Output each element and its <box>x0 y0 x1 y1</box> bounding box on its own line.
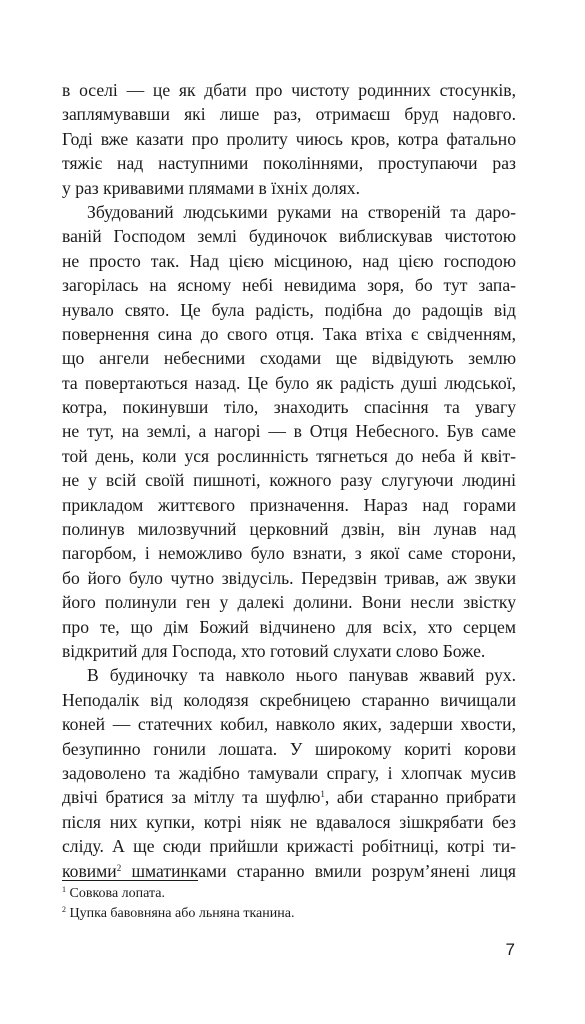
paragraph-2 <box>62 200 516 663</box>
footnote-2 <box>62 904 516 924</box>
text-line: коней — статечних кобил, навколо яких, задерши хвости, <box>62 714 516 735</box>
text-line: В будиночку та навколо нього панував жвавий рух. <box>87 665 516 686</box>
text-line: котра, покинувши тіло, знаходить спасіння та увагу <box>62 397 516 418</box>
text-line: полинув милозвучний церковний дзвін, він лунав над <box>62 519 516 540</box>
text-segment: ковими <box>62 860 117 881</box>
footnote-text: Цупка бавовняна або льняна тканина. <box>66 906 295 921</box>
text-line: безупинно гонили лошата. У широкому кориті корови <box>62 738 516 759</box>
text-line: що ангели небесними сходами ще відвідують землю <box>62 348 516 369</box>
text-line: про те, що дім Божий відчинено для всіх, хто серцем <box>62 616 516 637</box>
text-line: не у всій своїй пишноті, кожного разу слугуючи людині <box>62 470 516 491</box>
text-line: Неподалік від колодязя скребницею старанно вичищали <box>62 689 516 710</box>
paragraph-3 <box>62 663 516 883</box>
text-segment: двічі братися за мітлу та шуфлю <box>62 787 321 808</box>
footnote-mark: 2 <box>62 905 66 914</box>
text-segment: , аби старанно прибрати <box>324 787 516 808</box>
text-line: заплямувавши які лише раз, отримаєш бруд надовго. <box>62 104 516 125</box>
text-line: тяжіє над наступними поколіннями, проступаючи раз <box>62 153 516 174</box>
text-line: сліду. А ще сюди прийшли крижасті робітниці, котрі ти- <box>62 836 516 857</box>
text-line: прикладом життєвого призначення. Нараз над горами <box>62 494 516 515</box>
footnote-reference: 1 <box>320 789 325 800</box>
text-line: ваній Господом землі будиночок виблискував чистотою <box>62 226 516 247</box>
paragraph-1 <box>62 78 516 200</box>
footnotes <box>62 884 516 924</box>
footnote-reference: 2 <box>116 862 122 873</box>
book-page-body <box>62 78 516 883</box>
text-line-with-footnote <box>62 785 516 809</box>
text-line: в оселі — це як дбати про чистоту родинних стосунків, <box>62 80 516 100</box>
footnote-text: Совкова лопата. <box>66 886 166 901</box>
text-line: та повертаються назад. Це було як радість душі людської, <box>62 372 516 393</box>
text-line: Збудований людськими руками на створеній та даро- <box>87 201 516 222</box>
footnote-mark: 1 <box>62 885 66 894</box>
text-line: повернення сина до свого отця. Така втіха є свідченням, <box>62 323 516 344</box>
text-line: у раз кривавими плямами в їхніх долях. <box>62 177 360 198</box>
text-segment: шматинками старанно вмили розрум’янені лиця <box>121 860 516 881</box>
text-line: пагорбом, і неможливо було взнати, з якої саме сторони, <box>62 543 516 564</box>
text-line: після них купки, котрі ніяк не вдавалося зішкрябати без <box>62 811 516 832</box>
text-line: той день, коли уся рослинність тягнеться до неба й квіт- <box>62 445 516 466</box>
footnote-divider <box>62 880 198 881</box>
text-line: загорілась на ясному небі невидима зоря, бо тут запа- <box>62 275 516 296</box>
page-number: 7 <box>505 940 515 959</box>
text-line: відкритий для Господа, хто готовий слухати слово Боже. <box>62 640 486 661</box>
text-line: не просто так. Над цією місциною, над цією господою <box>62 250 516 271</box>
footnote-1 <box>62 884 516 904</box>
text-line: нувало свято. Це була радість, подібна до радощів від <box>62 299 516 320</box>
text-line: задоволено та жадібно тамували спрагу, і хлопчак мусив <box>62 762 516 783</box>
text-line: його полинули ген у далекі долини. Вони несли звістку <box>62 592 516 613</box>
text-line: не тут, на землі, а нагорі — в Отця Небесного. Був саме <box>62 421 516 442</box>
text-line: бо його було чутно звідусіль. Передзвін тривав, аж звуки <box>62 567 516 588</box>
text-line: Годі вже казати про пролиту чиюсь кров, котра фатально <box>62 128 516 149</box>
